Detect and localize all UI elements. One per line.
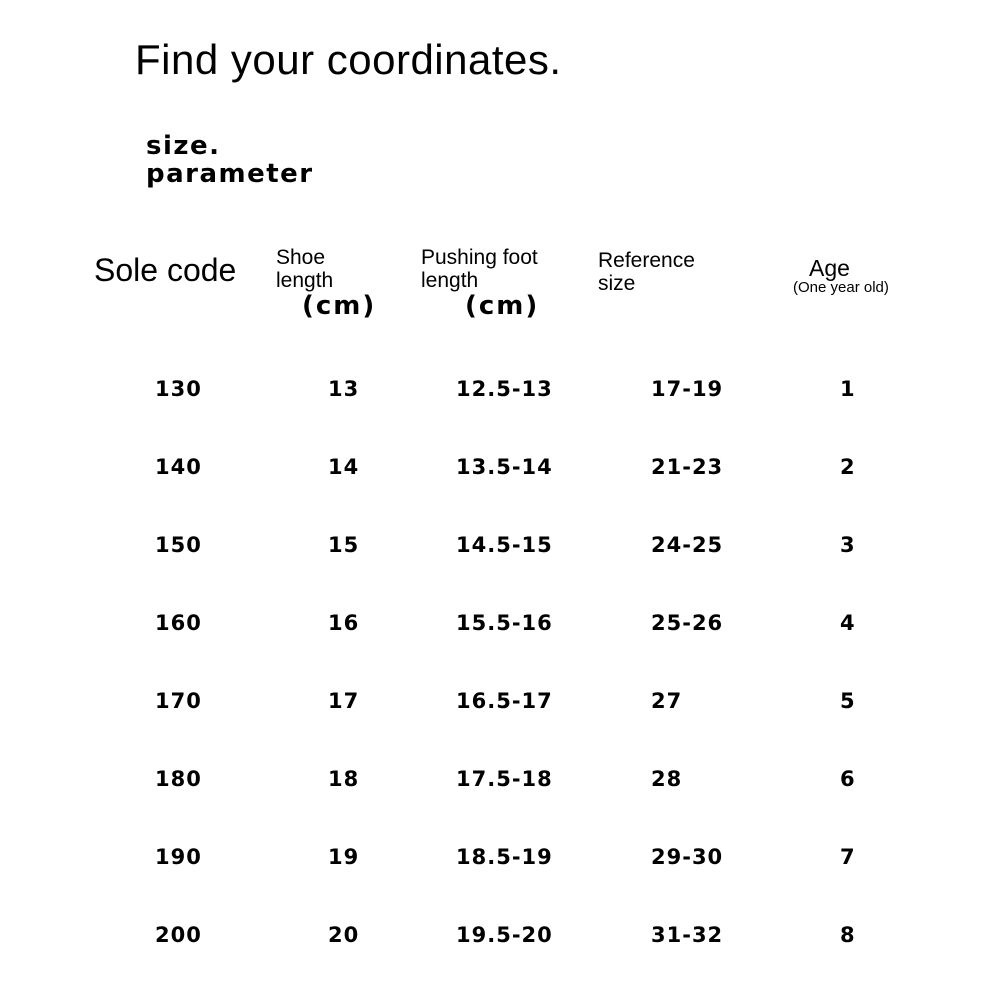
header-age-note: (One year old) [793,279,889,296]
cell-shoe-length: 15 [328,533,360,557]
table-row [0,530,1000,560]
header-pushing-foot-line-2: length [421,269,479,292]
cell-shoe-length: 17 [328,689,360,713]
cell-reference-size: 24-25 [651,533,724,557]
cell-pushing-foot-length: 13.5-14 [456,455,553,479]
cell-pushing-foot-length: 16.5-17 [456,689,553,713]
cell-age: 6 [840,767,856,791]
cell-sole-code: 190 [155,845,202,869]
table-row [0,842,1000,872]
cell-sole-code: 130 [155,377,202,401]
cell-shoe-length: 16 [328,611,360,635]
table-row [0,608,1000,638]
cell-age: 5 [840,689,856,713]
cell-reference-size: 31-32 [651,923,724,947]
cell-pushing-foot-length: 15.5-16 [456,611,553,635]
cell-reference-size: 29-30 [651,845,724,869]
table-row [0,920,1000,950]
table-row [0,452,1000,482]
table-row [0,764,1000,794]
cell-pushing-foot-length: 14.5-15 [456,533,553,557]
cell-age: 4 [840,611,856,635]
header-shoe-length-unit: (cm) [302,291,377,321]
cell-age: 1 [840,377,856,401]
header-sole-code: Sole code [94,252,237,288]
header-pushing-foot-line-1: Pushing foot [421,246,538,269]
section-label-line-1: size. [146,131,221,161]
cell-shoe-length: 20 [328,923,360,947]
cell-shoe-length: 14 [328,455,360,479]
header-shoe-length-line-2: length [276,269,334,292]
cell-shoe-length: 13 [328,377,360,401]
cell-reference-size: 28 [651,767,683,791]
cell-sole-code: 150 [155,533,202,557]
cell-reference-size: 17-19 [651,377,724,401]
cell-pushing-foot-length: 17.5-18 [456,767,553,791]
cell-sole-code: 160 [155,611,202,635]
header-shoe-length-line-1: Shoe [276,246,326,269]
cell-pushing-foot-length: 19.5-20 [456,923,553,947]
page-title: Find your coordinates. [135,36,562,83]
cell-sole-code: 200 [155,923,202,947]
table-row [0,374,1000,404]
section-label-line-2: parameter [146,159,314,189]
cell-pushing-foot-length: 18.5-19 [456,845,553,869]
cell-age: 7 [840,845,856,869]
cell-shoe-length: 18 [328,767,360,791]
cell-pushing-foot-length: 12.5-13 [456,377,553,401]
header-reference-size-line-1: Reference [598,249,695,272]
header-age-label: Age [809,255,850,281]
cell-age: 8 [840,923,856,947]
cell-sole-code: 180 [155,767,202,791]
cell-shoe-length: 19 [328,845,360,869]
header-reference-size-line-2: size [598,272,636,295]
cell-age: 3 [840,533,856,557]
table-row [0,686,1000,716]
cell-reference-size: 25-26 [651,611,724,635]
cell-age: 2 [840,455,856,479]
cell-reference-size: 21-23 [651,455,724,479]
header-pushing-foot-unit: (cm) [465,291,540,321]
cell-sole-code: 140 [155,455,202,479]
cell-sole-code: 170 [155,689,202,713]
cell-reference-size: 27 [651,689,683,713]
